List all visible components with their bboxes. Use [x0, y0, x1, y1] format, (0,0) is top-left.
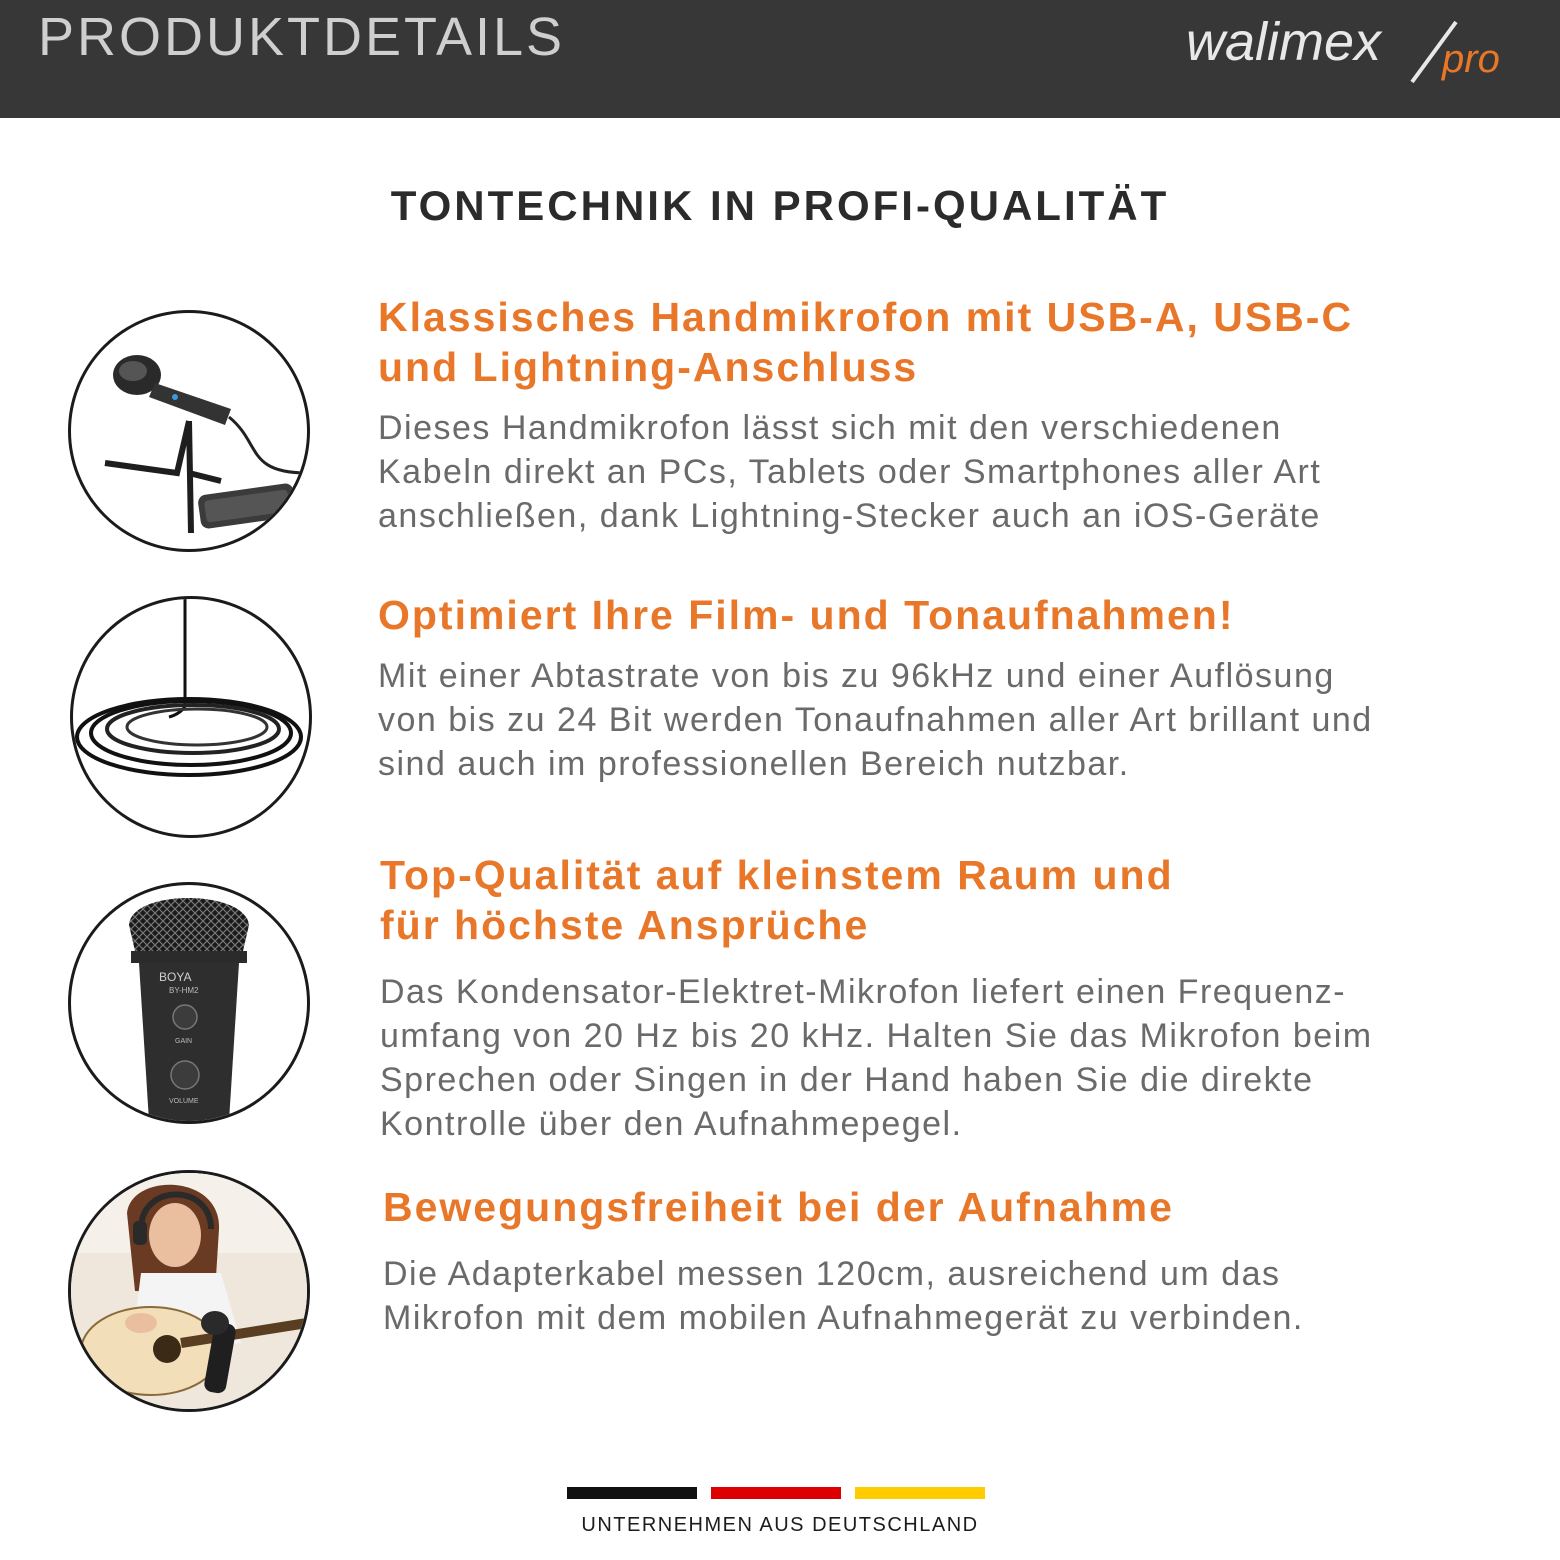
svg-text:BY-HM2: BY-HM2	[169, 986, 199, 995]
feature-description: Das Kondensator-Elektret-Mikrofon liefert einen Frequenz- umfang von 20 Hz bis 20 kHz. Halten Sie das Mikrofon beim Sprechen oder Singen in der Hand haben Sie die direkte Kontrolle über den Aufnahmepegel.	[380, 973, 1373, 1143]
walimex-pro-logo	[1186, 8, 1536, 88]
feature-title: Top-Qualität auf kleinstem Raum und für höchste Ansprüche	[380, 852, 1174, 948]
svg-text:VOLUME: VOLUME	[169, 1098, 199, 1105]
usb-microphone-tripod-icon	[68, 310, 310, 552]
svg-text:BOYA: BOYA	[159, 970, 192, 984]
flag-stripe-gold	[855, 1487, 985, 1499]
feature-description: Mit einer Abtastrate von bis zu 96kHz und einer Auflösung von bis zu 24 Bit werden Tonaufnahmen aller Art brillant und sind auch im professionellen Bereich nutzbar.	[378, 657, 1373, 783]
feature-title: Bewegungsfreiheit bei der Aufnahme	[383, 1184, 1174, 1230]
header-bar	[0, 0, 1560, 118]
section-heading: TONTECHNIK IN PROFI-QUALITÄT	[390, 182, 1170, 229]
feature-description: Die Adapterkabel messen 120cm, ausreichend um das Mikrofon mit dem mobilen Aufnahmegerät zu verbinden.	[383, 1255, 1304, 1337]
flag-stripe-black	[567, 1487, 697, 1499]
microphone-closeup-icon	[68, 882, 310, 1124]
flag-stripe-red	[711, 1487, 841, 1499]
svg-text:walimex: walimex	[1186, 12, 1382, 72]
feature-title: Klassisches Handmikrofon mit USB-A, USB-C und Lightning-Anschluss	[378, 294, 1354, 390]
guitar-player-photo-icon	[68, 1170, 310, 1412]
header-title: PRODUKTDETAILS	[38, 7, 566, 67]
feature-title: Optimiert Ihre Film- und Tonaufnahmen!	[378, 592, 1235, 638]
svg-text:pro: pro	[1442, 37, 1500, 81]
footer-made-in-germany: UNTERNEHMEN AUS DEUTSCHLAND	[581, 1514, 979, 1536]
feature-description: Dieses Handmikrofon lässt sich mit den verschiedenen Kabeln direkt an PCs, Tablets oder Smartphones aller Art anschließen, dank Lightning-Stecker auch an iOS-Geräte	[378, 409, 1322, 535]
coiled-cable-icon	[70, 596, 312, 838]
svg-text:GAIN: GAIN	[175, 1038, 193, 1045]
